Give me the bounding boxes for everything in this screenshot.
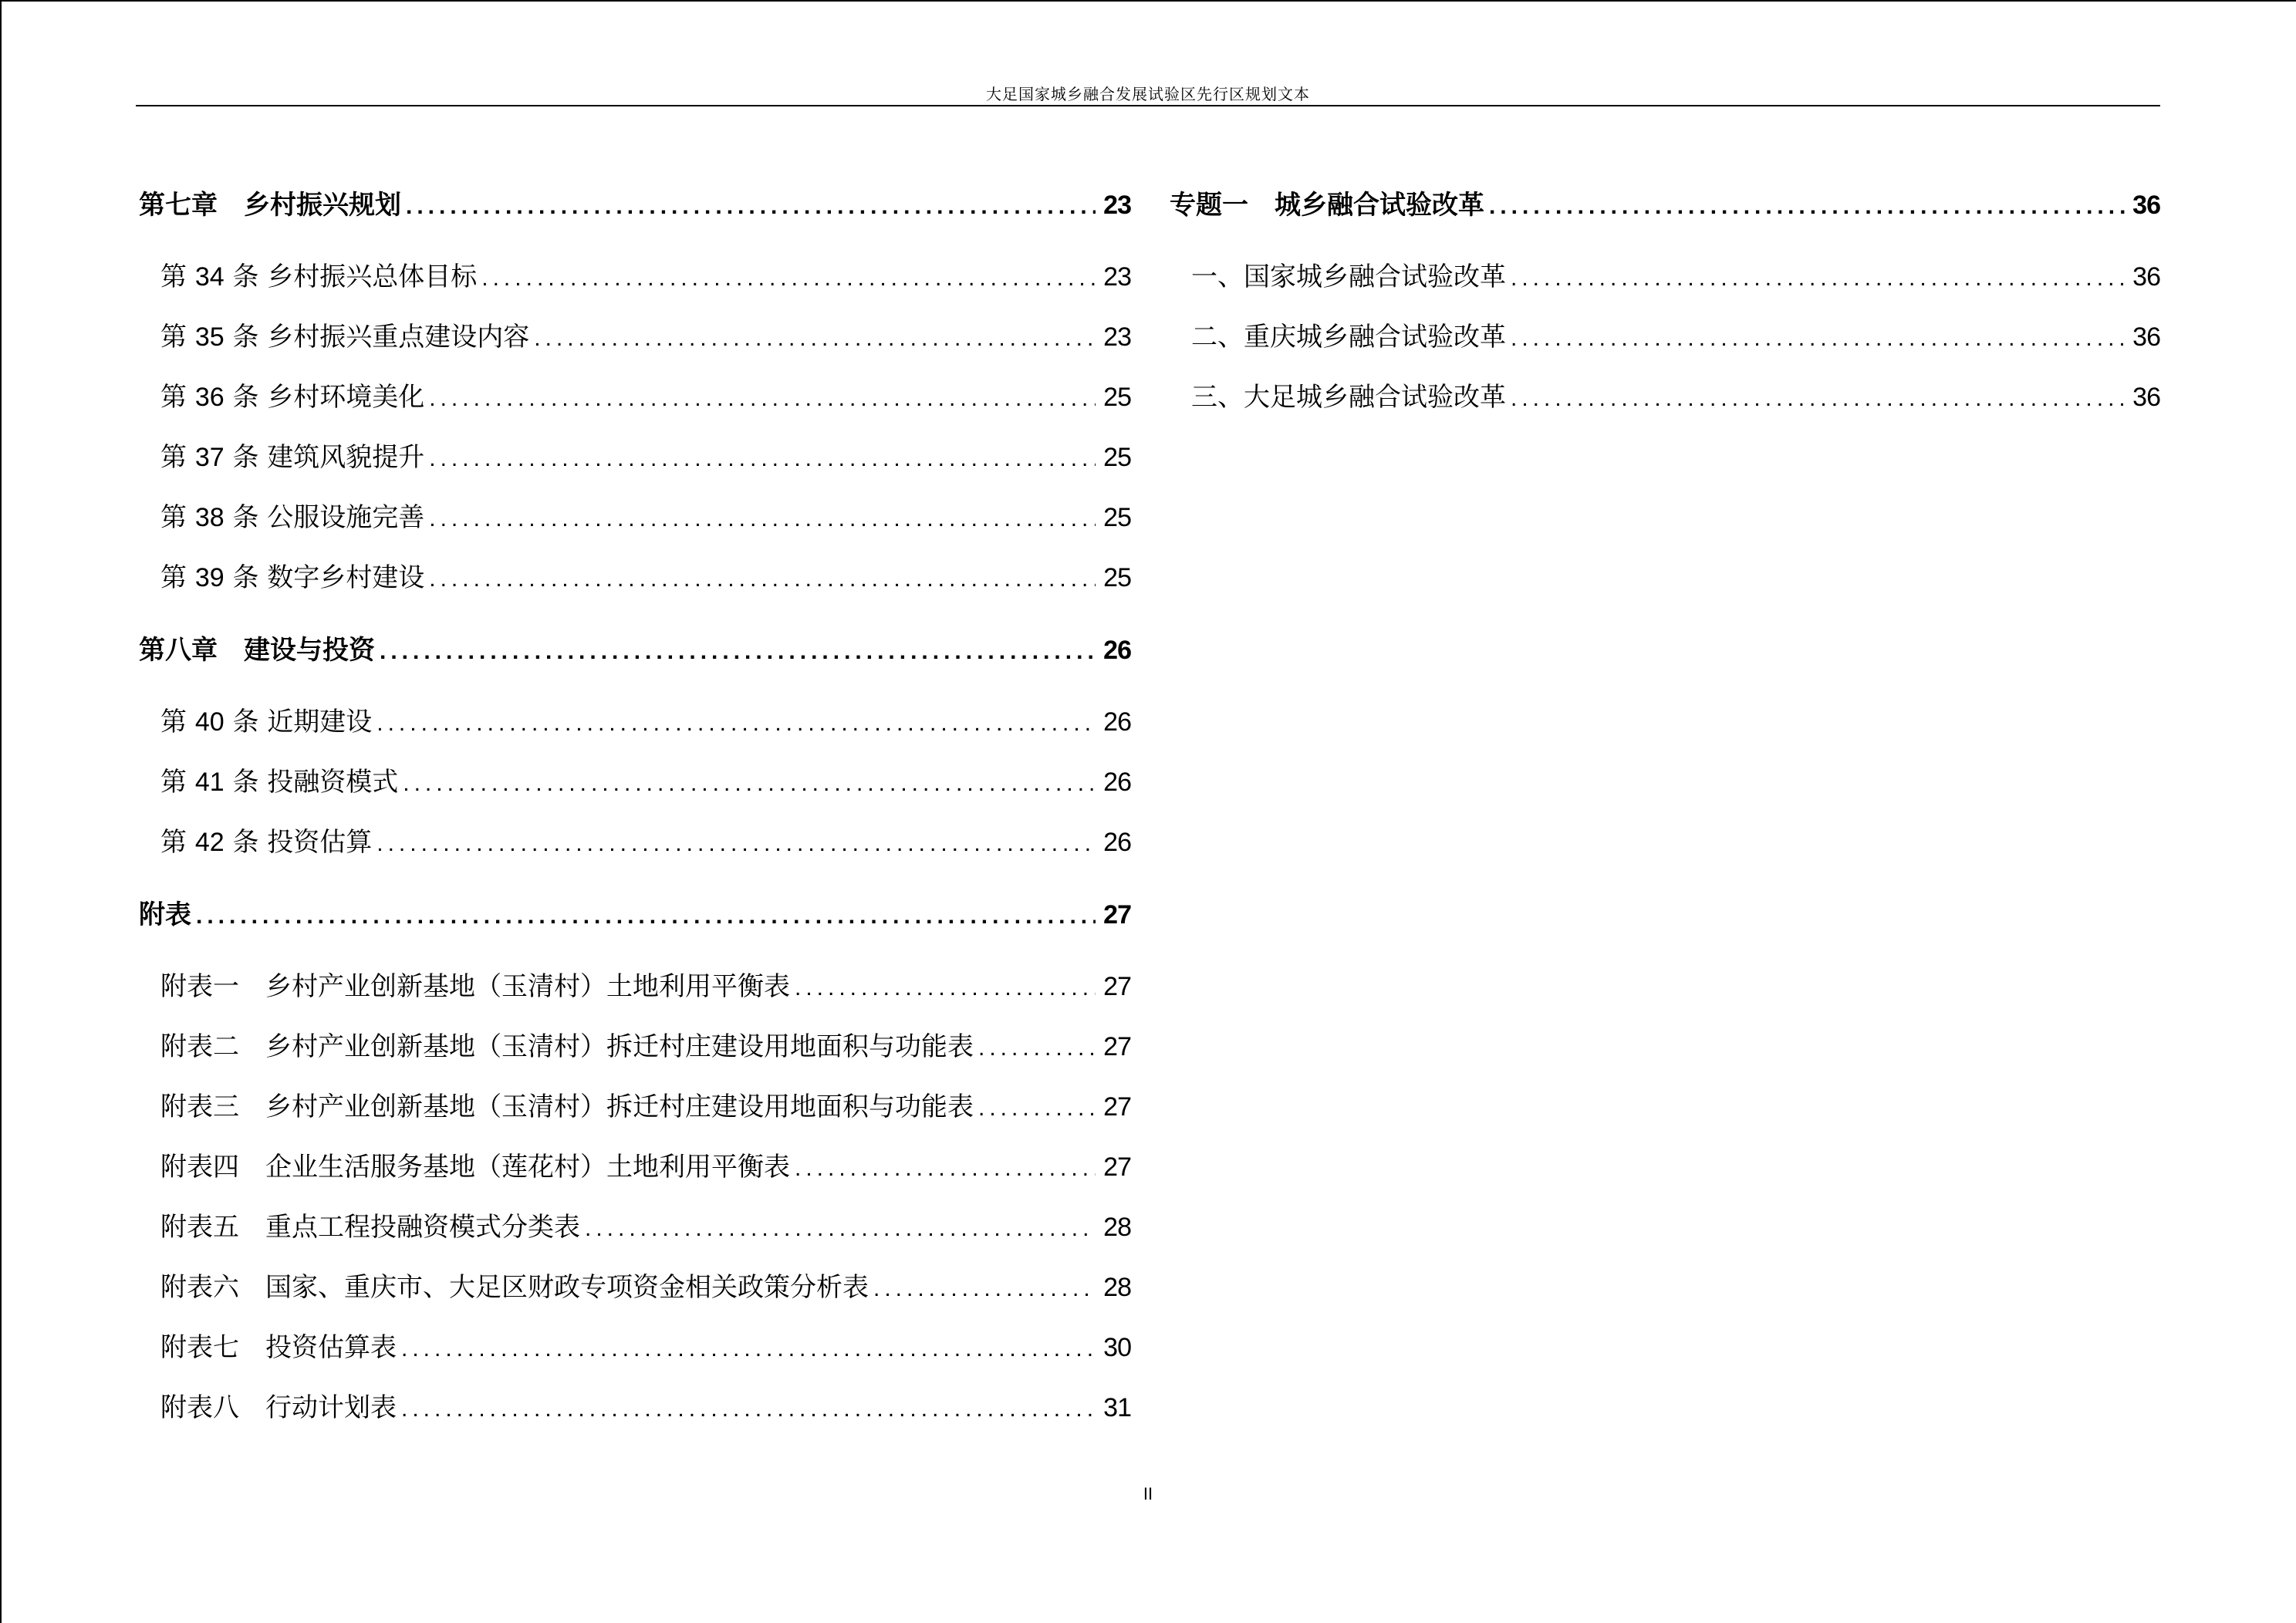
toc-entry-label: 附表五 重点工程投融资模式分类表 (160, 1212, 580, 1243)
toc-article-36[interactable] (139, 376, 1131, 413)
toc-article-41[interactable] (139, 761, 1131, 798)
toc-leader-dots (429, 506, 1096, 532)
toc-article-37[interactable] (139, 436, 1131, 474)
toc-leader-dots (534, 326, 1096, 352)
toc-page-number: 28 (1103, 1213, 1131, 1242)
toc-leader-dots (376, 831, 1096, 857)
toc-page-number: 23 (1103, 191, 1131, 220)
toc-appendix-table-2[interactable] (139, 1025, 1131, 1063)
page-number: II (1143, 1484, 1153, 1503)
toc-page-number: 26 (1103, 768, 1131, 797)
toc-page-number: 27 (1103, 1092, 1131, 1122)
toc-chapter-7[interactable] (139, 184, 1131, 221)
running-header: 大足国家城乡融合发展试验区先行区规划文本 (986, 85, 1310, 103)
toc-leader-dots (1489, 194, 2125, 220)
toc-entry-label: 第 41 条 投融资模式 (160, 767, 399, 798)
toc-page-number: 25 (1103, 503, 1131, 532)
toc-entry-label: 第 34 条 乡村振兴总体目标 (160, 262, 478, 292)
toc-leader-dots (1511, 326, 2125, 352)
toc-page-number: 23 (1103, 322, 1131, 352)
toc-entry-label: 附表七 投资估算表 (160, 1332, 397, 1363)
toc-topic-1-section-1[interactable] (1170, 255, 2160, 293)
toc-entry-label: 专题一 城乡融合试验改革 (1170, 190, 1484, 221)
toc-entry-label: 附表六 国家、重庆市、大足区财政专项资金相关政策分析表 (160, 1272, 869, 1303)
toc-leader-dots (795, 975, 1096, 1001)
toc-page-number: 27 (1103, 972, 1131, 1001)
toc-entry-label: 附表四 企业生活服务基地（莲花村）土地利用平衡表 (160, 1152, 790, 1183)
toc-entry-label: 附表八 行动计划表 (160, 1392, 397, 1423)
toc-chapter-8[interactable] (139, 629, 1131, 666)
toc-page-number: 27 (1103, 1152, 1131, 1182)
toc-page-number: 27 (1103, 900, 1131, 930)
toc-article-34[interactable] (139, 255, 1131, 293)
toc-appendix-table-3[interactable] (139, 1085, 1131, 1123)
toc-entry-label: 第七章 乡村振兴规划 (139, 190, 401, 221)
toc-entry-label: 第 39 条 数字乡村建设 (160, 562, 425, 593)
toc-entry-label: 附表 (139, 899, 191, 930)
toc-entry-label: 附表三 乡村产业创新基地（玉清村）拆迁村庄建设用地面积与功能表 (160, 1092, 974, 1122)
header-rule (136, 105, 2160, 106)
toc-appendix[interactable] (139, 893, 1131, 931)
toc-leader-dots (978, 1035, 1096, 1061)
toc-entry-label: 第 38 条 公服设施完善 (160, 502, 425, 533)
toc-leader-dots (873, 1276, 1096, 1302)
toc-appendix-table-1[interactable] (139, 965, 1131, 1003)
toc-leader-dots (429, 386, 1096, 412)
toc-leader-dots (585, 1216, 1096, 1242)
toc-leader-dots (978, 1095, 1096, 1122)
toc-article-35[interactable] (139, 315, 1131, 353)
toc-leader-dots (1511, 386, 2125, 412)
toc-leader-dots (401, 1336, 1096, 1362)
toc-appendix-table-6[interactable] (139, 1266, 1131, 1304)
toc-page-number: 25 (1103, 383, 1131, 412)
toc-page-number: 28 (1103, 1273, 1131, 1302)
toc-page-number: 26 (1103, 707, 1131, 737)
toc-leader-dots (376, 710, 1096, 737)
toc-appendix-table-8[interactable] (139, 1386, 1131, 1424)
toc-leader-dots (481, 265, 1096, 292)
toc-page-number: 30 (1103, 1333, 1131, 1362)
toc-entry-label: 第 37 条 建筑风貌提升 (160, 442, 425, 473)
toc-page-number: 25 (1103, 563, 1131, 592)
toc-entry-label: 第 36 条 乡村环境美化 (160, 382, 425, 413)
toc-topic-1[interactable] (1170, 184, 2160, 221)
toc-appendix-table-4[interactable] (139, 1146, 1131, 1183)
toc-leader-dots (429, 566, 1096, 592)
toc-entry-label: 附表二 乡村产业创新基地（玉清村）拆迁村庄建设用地面积与功能表 (160, 1031, 974, 1062)
toc-article-38[interactable] (139, 496, 1131, 534)
toc-leader-dots (429, 446, 1096, 472)
toc-entry-label: 第八章 建设与投资 (139, 635, 375, 666)
toc-article-40[interactable] (139, 700, 1131, 738)
toc-entry-label: 一、国家城乡融合试验改革 (1191, 262, 1506, 292)
toc-leader-dots (795, 1156, 1096, 1182)
toc-entry-label: 二、重庆城乡融合试验改革 (1191, 322, 1506, 353)
toc-entry-label: 三、大足城乡融合试验改革 (1191, 382, 1506, 413)
toc-page-number: 27 (1103, 1032, 1131, 1061)
toc-leader-dots (401, 1396, 1096, 1422)
toc-article-42[interactable] (139, 821, 1131, 859)
toc-leader-dots (406, 194, 1096, 220)
toc-leader-dots (403, 771, 1096, 797)
toc-page-number: 31 (1103, 1393, 1131, 1422)
toc-appendix-table-5[interactable] (139, 1206, 1131, 1243)
toc-page-number: 36 (2132, 262, 2160, 292)
toc-entry-label: 第 42 条 投资估算 (160, 827, 373, 858)
toc-leader-dots (380, 639, 1096, 665)
toc-entry-label: 第 40 条 近期建设 (160, 707, 373, 737)
toc-article-39[interactable] (139, 556, 1131, 594)
toc-leader-dots (196, 903, 1096, 930)
toc-topic-1-section-3[interactable] (1170, 376, 2160, 413)
toc-appendix-table-7[interactable] (139, 1326, 1131, 1364)
toc-page-number: 23 (1103, 262, 1131, 292)
toc-topic-1-section-2[interactable] (1170, 315, 2160, 353)
toc-page-number: 26 (1103, 828, 1131, 857)
toc-page-number: 36 (2132, 322, 2160, 352)
toc-page-number: 26 (1103, 636, 1131, 665)
toc-page-number: 36 (2132, 383, 2160, 412)
toc-page-number: 36 (2132, 191, 2160, 220)
toc-leader-dots (1511, 265, 2125, 292)
toc-page-number: 25 (1103, 443, 1131, 472)
toc-entry-label: 第 35 条 乡村振兴重点建设内容 (160, 322, 530, 353)
toc-entry-label: 附表一 乡村产业创新基地（玉清村）土地利用平衡表 (160, 971, 790, 1002)
